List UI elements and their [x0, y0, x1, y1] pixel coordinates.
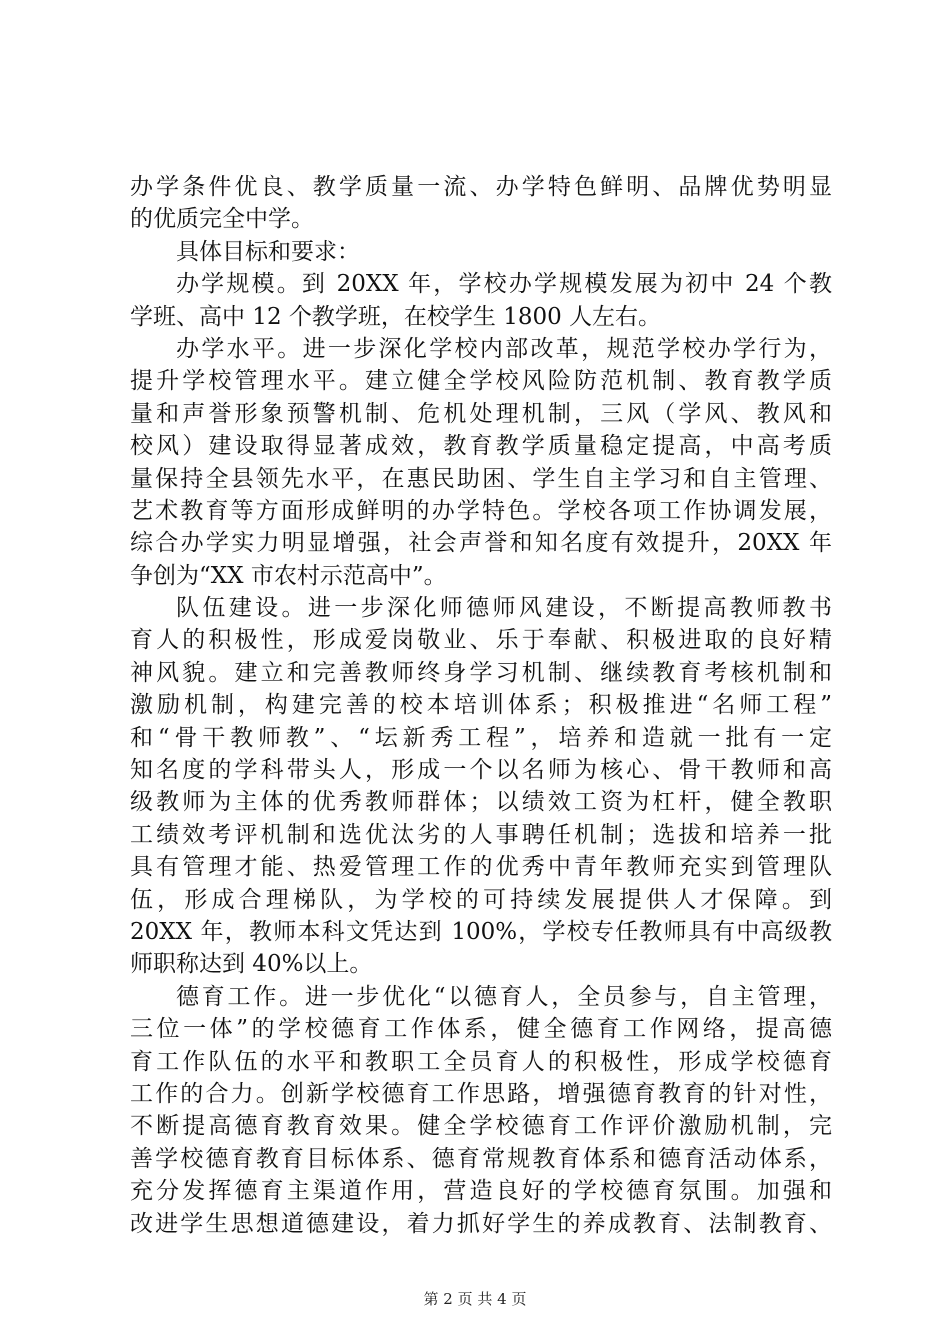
text-line: 神风貌。建立和完善教师终身学习机制、继续教育考核机制和 [130, 659, 832, 686]
text-line: 知名度的学科带头人，形成一个以名师为核心、骨干教师和高 [130, 757, 832, 784]
text-line: 工作的合力。创新学校德育工作思路，增强德育教育的针对性， [130, 1080, 832, 1107]
text-line: 具体目标和要求： [176, 238, 360, 265]
text-line: 育工作队伍的水平和教职工全员育人的积极性，形成学校德育 [130, 1048, 832, 1075]
text-line: 20XX 年，教师本科文凭达到 100%，学校专任教师具有中高级教 [130, 918, 832, 945]
text-line: 和“骨干教师教”、“坛新秀工程”，培养和造就一批有一定 [130, 724, 832, 751]
text-line: 充分发挥德育主渠道作用，营造良好的学校德育氛围。加强和 [130, 1178, 832, 1205]
text-line: 争创为“XX 市农村示范高中”。 [130, 562, 447, 589]
text-line: 办学水平。进一步深化学校内部改革，规范学校办学行为， [176, 335, 832, 362]
text-line: 三位一体”的学校德育工作体系，健全德育工作网络，提高德 [130, 1016, 832, 1043]
text-line: 级教师为主体的优秀教师群体；以绩效工资为杠杆，健全教职 [130, 789, 832, 816]
text-line: 提升学校管理水平。建立健全学校风险防范机制、教育教学质 [130, 368, 832, 395]
document-body [130, 171, 832, 1240]
text-line: 综合办学实力明显增强，社会声誉和知名度有效提升，20XX 年 [130, 530, 832, 557]
text-line: 育人的积极性，形成爱岗敬业、乐于奉献、积极进取的良好精 [130, 627, 832, 654]
text-line: 艺术教育等方面形成鲜明的办学特色。学校各项工作协调发展， [130, 497, 832, 524]
text-line: 改进学生思想道德建设，着力抓好学生的养成教育、法制教育、 [130, 1210, 832, 1237]
text-line: 善学校德育教育目标体系、德育常规教育体系和德育活动体系， [130, 1145, 832, 1172]
text-line: 具有管理才能、热爱管理工作的优秀中青年教师充实到管理队 [130, 854, 832, 881]
text-line: 工绩效考评机制和选优汰劣的人事聘任机制；选拔和培养一批 [130, 821, 832, 848]
page-footer: 第 2 页 共 4 页 [423, 1290, 527, 1308]
text-line: 办学条件优良、教学质量一流、办学特色鲜明、品牌优势明显 [130, 174, 832, 200]
text-line: 办学规模。到 20XX 年，学校办学规模发展为初中 24 个教 [176, 271, 832, 298]
text-line: 伍，形成合理梯队，为学校的可持续发展提供人才保障。到 [130, 886, 832, 913]
text-line: 德育工作。进一步优化“以德育人，全员参与，自主管理， [176, 983, 832, 1010]
text-line: 不断提高德育教育效果。健全学校德育工作评价激励机制，完 [130, 1113, 832, 1140]
text-line: 队伍建设。进一步深化师德师风建设，不断提高教师教书 [176, 595, 832, 622]
text-line: 的优质完全中学。 [130, 206, 314, 233]
text-line: 激励机制，构建完善的校本培训体系；积极推进“名师工程” [130, 692, 832, 719]
text-line: 量保持全县领先水平，在惠民助困、学生自主学习和自主管理、 [130, 465, 832, 492]
text-line: 学班、高中 12 个教学班，在校学生 1800 人左右。 [130, 303, 662, 330]
text-line: 师职称达到 40%以上。 [130, 951, 373, 978]
text-line: 量和声誉形象预警机制、危机处理机制，三风（学风、教风和 [130, 400, 832, 427]
text-line: 校风）建设取得显著成效，教育教学质量稳定提高，中高考质 [130, 433, 832, 460]
